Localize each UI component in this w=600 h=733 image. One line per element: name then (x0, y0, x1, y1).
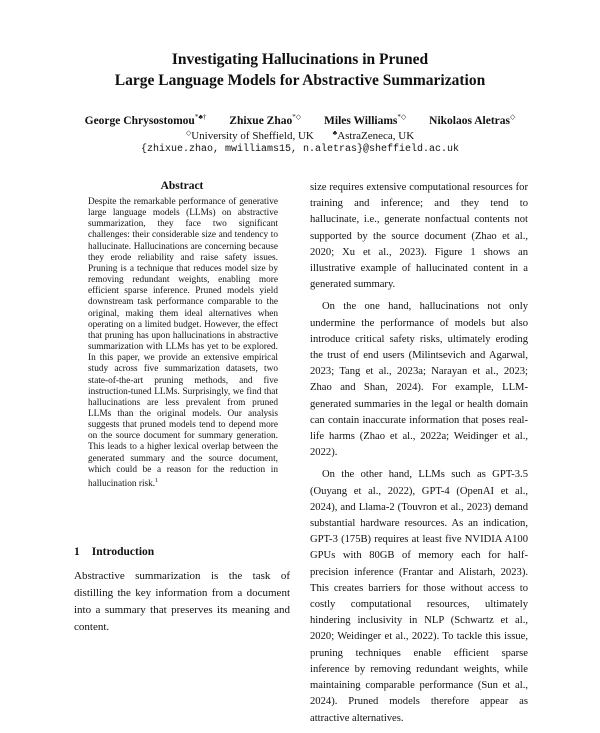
author: Miles Williams*◇ (324, 113, 407, 127)
right-column (310, 180, 528, 733)
author: Nikolaos Aletras◇ (429, 113, 516, 127)
affiliation: ◇University of Sheffield, UK (185, 129, 314, 142)
author: George Chrysostomou*♣† (84, 113, 207, 127)
paper-title-line-2: Large Language Models for Abstractive Summarization (114, 72, 486, 89)
footnote-mark: 1 (155, 477, 159, 484)
introduction-text: Abstractive summarization is the task of distilling the key information from a document into a summary that preserves its meaning and content. (74, 570, 290, 633)
author-list (0, 113, 600, 127)
author: Zhixue Zhao*◇ (229, 113, 302, 127)
affiliation-list (0, 129, 600, 142)
paragraph: On the one hand, hallucinations not only undermine the performance of models but also introduce critical safety risks, ultimately eroding the trust of end users (Milintsevich and Agarwal, 2023; Tang et al., 2023a; Narayan et al., 2023; Zhao and Shan, 2024). For example, LLM-generated summaries in the legal or health domain can contain inaccurate information that poses real-life harms (Zhao et al., 2022a; Weidinger et al., 2022). (310, 301, 528, 459)
affiliation: ♣AstraZeneca, UK (332, 129, 415, 142)
author-email: {zhixue.zhao, mwilliams15, n.aletras}@sheffield.ac.uk (140, 144, 460, 155)
section-heading-introduction: 1 Introduction (74, 546, 155, 558)
paragraph: On the other hand, LLMs such as GPT-3.5 (Ouyang et al., 2022), GPT-4 (OpenAI et al., 2024), and Llama-2 (Touvron et al., 2023) demand substantial hardware resources. As an indication, GPT-3 (175B) requires at least five NVIDIA A100 GPUs with 80GB of memory each for half-precision inference (Frantar and Alistarh, 2023). This creates barriers for those without access to costly computational resources, ultimately hindering inclusivity in NLP (Schwartz et al., 2020; Weidinger et al., 2022). To tackle this issue, pruning techniques enable efficient sparse inference by removing redundant weights, while maintaining comparable performance (Sun et al., 2024). Pruned models therefore appear as attractive alternatives. (310, 469, 528, 724)
abstract-text: Despite the remarkable performance of generative large language models (LLMs) on abstractive summarization, they face two significant challenges: their considerable size and tendency to hallucinate. Hallucinations are concerning because they erode reliability and raise safety issues. Pruning is a technique that reduces model size by removing redundant weights, enabling more efficient sparse inference. Pruned models yield downstream task performance comparable to the original, making them ideal alternatives when operating on a limited budget. However, the effect that pruning has upon hallucinations in abstractive summarization with LLMs has yet to be explored. In this paper, we provide an extensive empirical study across five summarization datasets, two state-of-the-art pruning methods, and five instruction-tuned LLMs. Surprisingly, we find that hallucinations are less prevalent from pruned LLMs than the original models. Our analysis suggests that pruned models tend to depend more on the source document for summary generation. This leads to a higher lexical overlap between the generated summary and the source document, which could be a reason for the reduction in hallucination risk.$^1$ (88, 197, 278, 489)
paragraph: size requires extensive computational resources for training and inference; and they tend to hallucinate, i.e., generate nonfactual contents not supported by the source document (Zhao et al., 2020; Xu et al., 2023). Figure 1 shows an illustrative example of hallucinated content in a generated summary. (310, 182, 528, 291)
paper-title-line-1: Investigating Hallucinations in Pruned (171, 51, 429, 68)
abstract-heading: Abstract (160, 180, 204, 192)
